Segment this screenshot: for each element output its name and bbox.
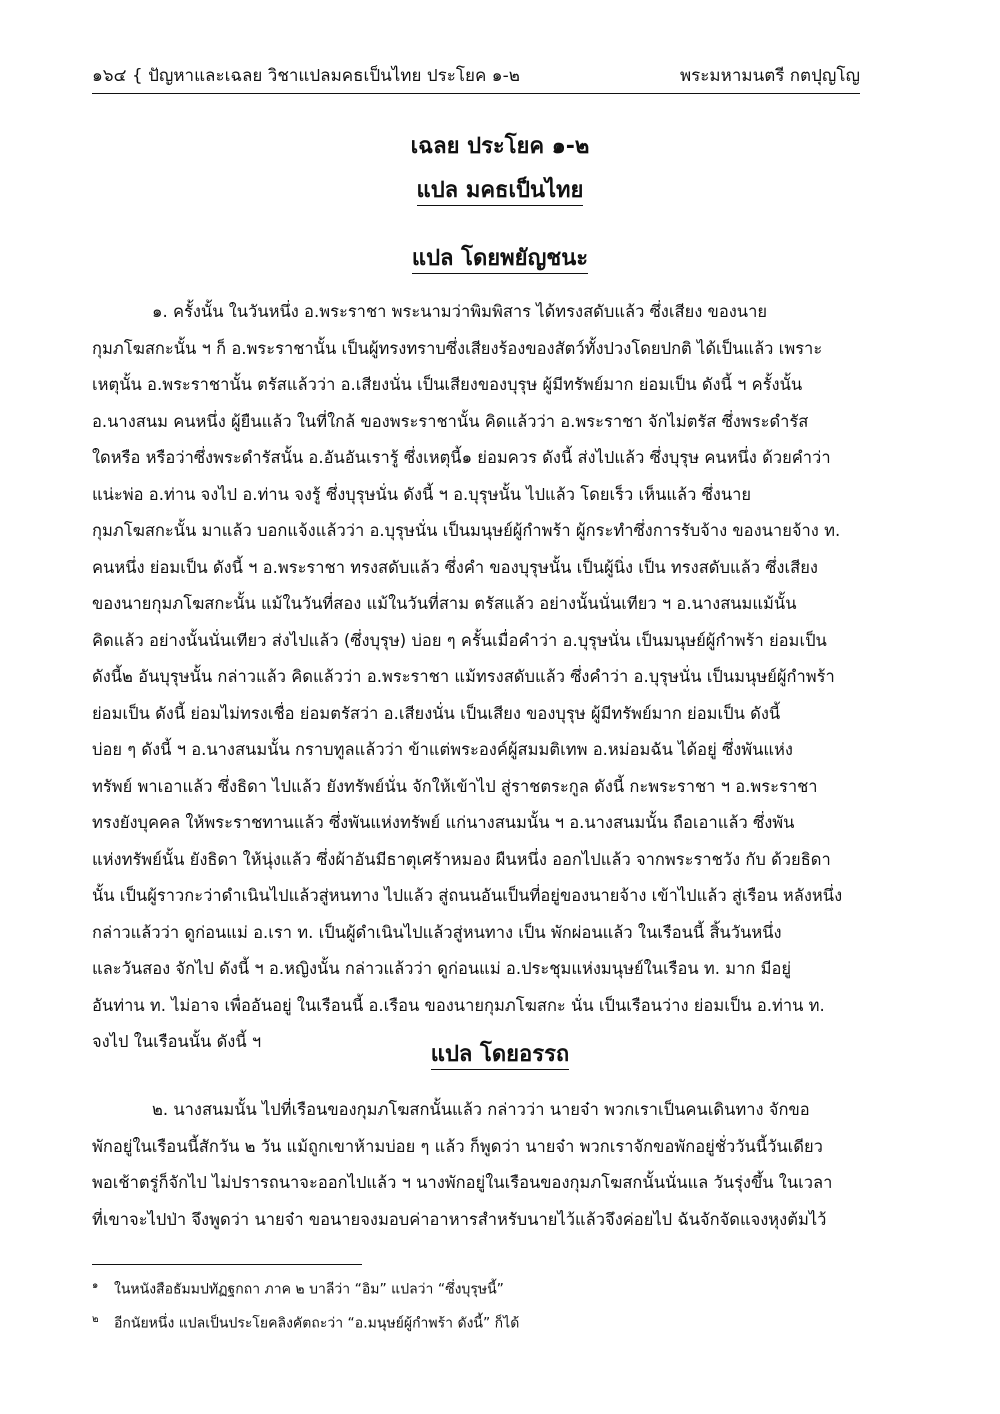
section-heading-meaning	[0, 1036, 1000, 1071]
paragraph-2	[92, 1092, 860, 1238]
paragraph-line: แน่ะพ่อ อ.ท่าน จงไป อ.ท่าน จงรู้ ซึ่งบุรุษนั่น ดังนี้ ฯ อ.บุรุษนั้น ไปแล้ว โดยเร็ว เห็นแล้ว ซึ่งนาย	[92, 484, 752, 504]
footnote-2	[92, 1312, 860, 1335]
paragraph-line: จงไป ในเรือนนั้น ดังนี้ ฯ	[92, 1032, 262, 1051]
paragraph-line: ดังนี้๒ อันบุรุษนั้น กล่าวแล้ว คิดแล้วว่า อ.พระราชา แม้ทรงสดับแล้ว ซึ่งคำว่า อ.บุรุษนั่น เป็นมนุษย์ผู้กำพร้า	[92, 667, 835, 686]
paragraph-line: ๒. นางสนมนั้น ไปที่เรือนของกุมภโฆสกนั้นแล้ว กล่าวว่า นายจ๋า พวกเราเป็นคนเดินทาง จักขอ	[152, 1100, 810, 1119]
paragraph-line: พักอยู่ในเรือนนี้สักวัน ๒ วัน แม้ถูกเขาห้ามบ่อย ๆ แล้ว ก็พูดว่า นายจ๋า พวกเราจักขอพักอยู่ชั่ววันนี้วันเดียว	[92, 1136, 823, 1156]
header-rule	[92, 93, 860, 94]
paragraph-line: ทรัพย์ พาเอาแล้ว ซึ่งธิดา ไปแล้ว ยังทรัพย์นั่น จักให้เข้าไป สู่ราชตระกูล ดังนี้ กะพระราชา ฯ อ.พระราชา	[92, 776, 818, 796]
running-header	[92, 62, 860, 92]
header-left: ๑๖๔ { ปัญหาและเฉลย วิชาแปลมคธเป็นไทย ประโยค ๑-๒	[92, 66, 520, 86]
footnote-mark: ๒	[92, 1314, 99, 1325]
paragraph-line: เหตุนั้น อ.พระราชานั้น ตรัสแล้วว่า อ.เสียงนั่น เป็นเสียงของบุรุษ ผู้มีทรัพย์มาก ย่อมเป็น ดังนี้ ฯ ครั้งนั้น	[92, 375, 803, 394]
paragraph-line: ๑. ครั้งนั้น ในวันหนึ่ง อ.พระราชา พระนามว่าพิมพิสาร ได้ทรงสดับแล้ว ซึ่งเสียง ของนาย	[152, 302, 767, 321]
page-subtitle	[0, 172, 1000, 207]
paragraph-line: คนหนึ่ง ย่อมเป็น ดังนี้ ฯ อ.พระราชา ทรงสดับแล้ว ซึ่งคำ ของบุรุษนั้น เป็นผู้นิ่ง เป็น ทรงสดับแล้ว ซึ่งเสียง	[92, 557, 818, 577]
header-right: พระมหามนตรี กตปุญโญ	[679, 66, 860, 86]
paragraph-line: บ่อย ๆ ดังนี้ ฯ อ.นางสนมนั้น กราบทูลแล้วว่า ข้าแต่พระองค์ผู้สมมติเทพ อ.หม่อมฉัน ได้อยู่ ซึ่งพันแห่ง	[92, 740, 793, 759]
paragraph-line: คิดแล้ว อย่างนั้นนั่นเทียว ส่งไปแล้ว (ซึ่งบุรุษ) บ่อย ๆ ครั้นเมื่อคำว่า อ.บุรุษนั่น เป็นมนุษย์ผู้กำพร้า ย่อมเป็น	[92, 630, 827, 650]
paragraph-line: กุมภโฆสกะนั้น มาแล้ว บอกแจ้งแล้วว่า อ.บุรุษนั่น เป็นมนุษย์ผู้กำพร้า ผู้กระทำซึ่งการรับจ้าง ของนายจ้าง ท.	[92, 521, 841, 540]
paragraph-line: ที่เขาจะไปป่า จึงพูดว่า นายจ๋า ขอนายจงมอบค่าอาหารสำหรับนายไว้แล้วจึงค่อยไป ฉันจักจัดแจงหุงต้มไว้	[92, 1209, 827, 1229]
page-title	[0, 128, 1000, 163]
footnote-mark: ๑	[92, 1280, 99, 1291]
paragraph-line: กล่าวแล้วว่า ดูก่อนแม่ อ.เรา ท. เป็นผู้ดำเนินไปแล้วสู่หนทาง เป็น พักผ่อนแล้ว ในเรือนนี้ สิ้นวันหนึ่ง	[92, 922, 782, 942]
footnote-1	[92, 1278, 860, 1301]
section1-heading: แปล โดยพยัญชนะ	[412, 246, 588, 274]
paragraph-line: กุมภโฆสกะนั้น ฯ ก็ อ.พระราชานั้น เป็นผู้ทรงทราบซึ่งเสียงร้องของสัตว์ทั้งปวงโดยปกติ ได้เป็นแล้ว เพราะ	[92, 338, 823, 358]
paragraph-line: อ.นางสนม คนหนึ่ง ผู้ยืนแล้ว ในที่ใกล้ ของพระราชานั้น คิดแล้วว่า อ.พระราชา จักไม่ตรัส ซึ่งพระดำรัส	[92, 411, 809, 431]
title-line1: เฉลย ประโยค ๑-๒	[410, 134, 590, 159]
footnote-rule	[92, 1264, 362, 1265]
title-line2: แปล มคธเป็นไทย	[417, 178, 584, 206]
paragraph-line: และวันสอง จักไป ดังนี้ ฯ อ.หญิงนั้น กล่าวแล้วว่า ดูก่อนแม่ อ.ประชุมแห่งมนุษย์ในเรือน ท. มาก มีอยู่	[92, 959, 792, 978]
paragraph-line: พอเช้าตรู่ก็จักไป ไม่ปรารถนาจะออกไปแล้ว ฯ นางพักอยู่ในเรือนของกุมภโฆสกนั้นนั่นแล วันรุ่งขึ้น ในเวลา	[92, 1173, 833, 1192]
paragraph-line: แห่งทรัพย์นั้น ยังธิดา ให้นุ่งแล้ว ซึ่งผ้าอันมีธาตุเศร้าหมอง ผืนหนึ่ง ออกไปแล้ว จากพระราชวัง กับ ด้วยธิดา	[92, 849, 831, 869]
paragraph-1	[92, 294, 860, 1061]
paragraph-line: ใดหรือ หรือว่าซึ่งพระดำรัสนั้น อ.อันอันเรารู้ ซึ่งเหตุนี้๑ ย่อมควร ดังนี้ ส่งไปแล้ว ซึ่งบุรุษ คนหนึ่ง ด้วยคำว่า	[92, 448, 831, 467]
footnote-text: ในหนังสือธัมมปทัฏฐกถา ภาค ๒ บาลีว่า “อิม” แปลว่า “ซึ่งบุรุษนี้”	[114, 1281, 504, 1298]
paragraph-line: ของนายกุมภโฆสกะนั้น แม้ในวันที่สอง แม้ในวันที่สาม ตรัสแล้ว อย่างนั้นนั่นเทียว ฯ อ.นางสนมแม้นั้น	[92, 594, 797, 613]
footnote-text: อีกนัยหนึ่ง แปลเป็นประโยคลิงคัตถะว่า “อ.มนุษย์ผู้กำพร้า ดังนี้” ก็ได้	[114, 1315, 520, 1332]
paragraph-line: ย่อมเป็น ดังนี้ ย่อมไม่ทรงเชื่อ ย่อมตรัสว่า อ.เสียงนั่น เป็นเสียง ของบุรุษ ผู้มีทรัพย์มาก ย่อมเป็น ดังนี้	[92, 703, 781, 723]
paragraph-line: นั้น เป็นผู้ราวกะว่าดำเนินไปแล้วสู่หนทาง ไปแล้ว สู่ถนนอันเป็นที่อยู่ของนายจ้าง เข้าไปแล้ว สู่เรือน หลังหนึ่ง	[92, 886, 843, 905]
section2-heading: แปล โดยอรรถ	[431, 1042, 569, 1070]
paragraph-line: ทรงยังบุคคล ให้พระราชทานแล้ว ซึ่งพันแห่งทรัพย์ แก่นางสนมนั้น ฯ อ.นางสนมนั้น ถือเอาแล้ว ซึ่งพัน	[92, 813, 795, 832]
paragraph-line: อันท่าน ท. ไม่อาจ เพื่ออันอยู่ ในเรือนนี้ อ.เรือน ของนายกุมภโฆสกะ นั่น เป็นเรือนว่าง ย่อมเป็น อ.ท่าน ท.	[92, 995, 825, 1015]
section-heading-literal	[0, 240, 1000, 275]
